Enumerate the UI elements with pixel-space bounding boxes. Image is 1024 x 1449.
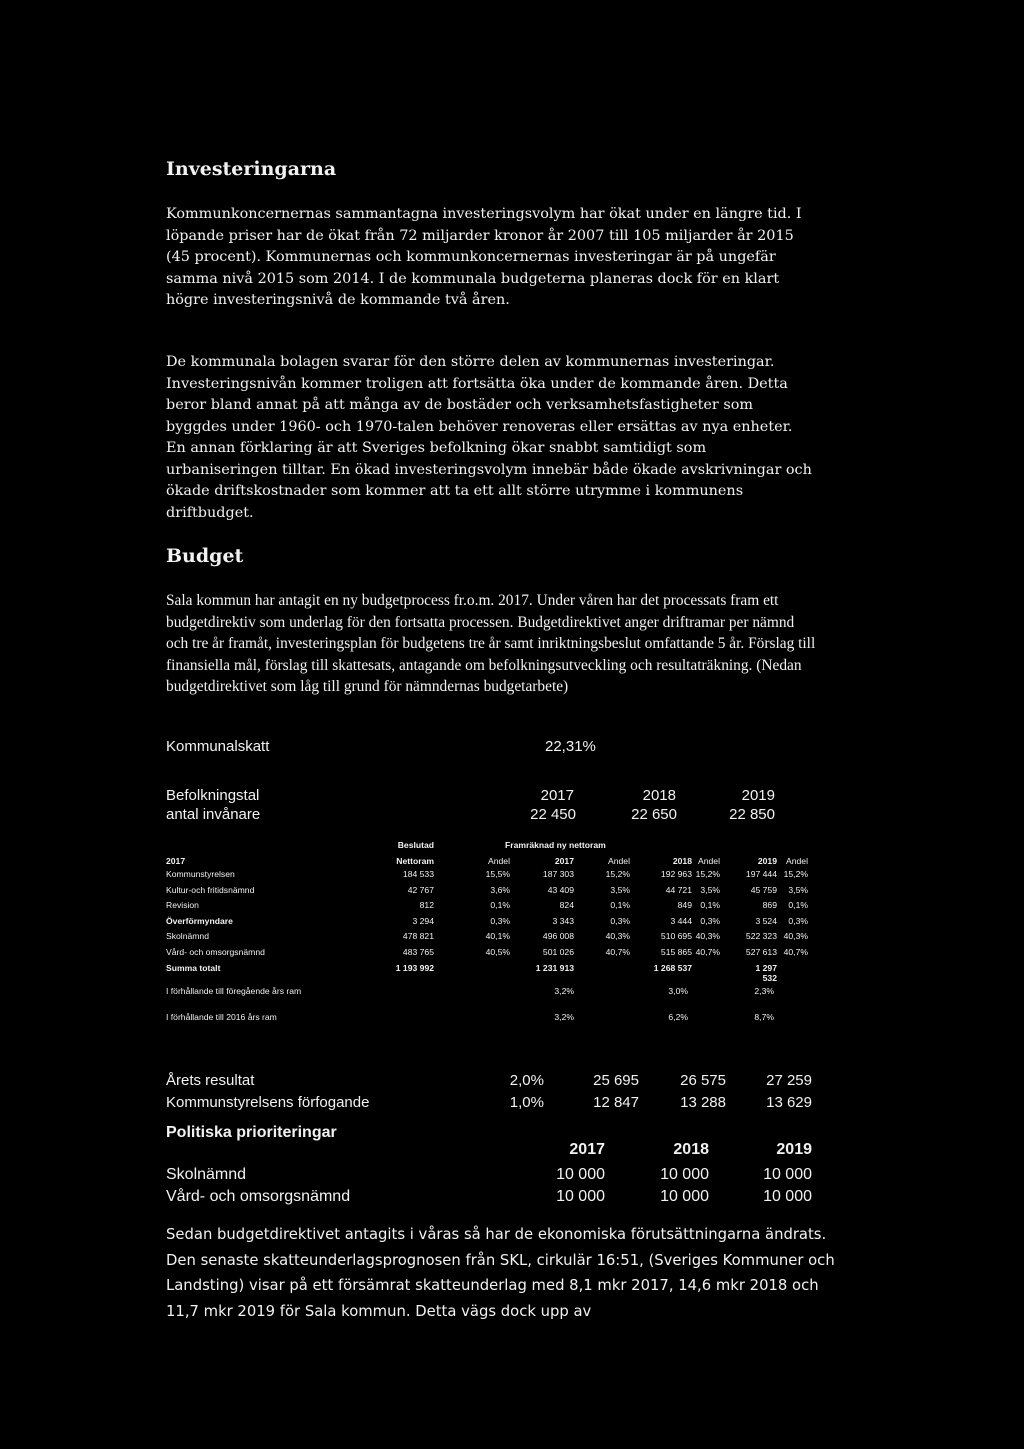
budget-row-label: Överförmyndare: [166, 916, 233, 926]
budget-cell-andel3: 40,7%: [695, 947, 720, 957]
col-andel: Andel: [698, 856, 720, 866]
priority-label: Skolnämnd: [166, 1166, 247, 1183]
budget-cell-nettoram: 812: [419, 900, 434, 910]
budget-cell-v2018: 44 721: [665, 885, 692, 895]
col-andel: Andel: [488, 856, 510, 866]
population-sublabel: antal invånare: [166, 806, 261, 823]
budget-cell-v2017: 3 343: [552, 916, 574, 926]
population-year: 2019: [741, 787, 775, 804]
budget-cell-v2017: 187 303: [542, 869, 574, 879]
budget-cell-andel1: 15,5%: [485, 869, 510, 879]
heading-investments: Investeringarna: [166, 158, 337, 180]
priorities-year: 2017: [569, 1141, 605, 1158]
total-cell-v2019: 1 297 532: [755, 963, 777, 983]
result-2017: 12 847: [593, 1094, 639, 1111]
result-2019: 27 259: [766, 1072, 812, 1089]
col-andel: Andel: [786, 856, 808, 866]
budget-cell-v2018: 3 444: [670, 916, 692, 926]
col-year: 2017: [166, 856, 186, 866]
population-value: 22 850: [729, 806, 775, 823]
paragraph-investments-1: Kommunkoncernernas sammantagna investeringsvolym har ökat under en längre tid. I löpande priser har de ökat från 72 miljarder kronor år 2007 till 105 miljarder år 2015 (45 procent). Kommunernas och kommunkoncernernas investeringar är på ungefär samma nivå 2015 som 2014. I de kommunala budgeterna planeras dock för en klart högre investeringsnivå de kommande två åren.: [166, 206, 802, 308]
rel-2016-2017: 3,2%: [554, 1012, 574, 1022]
priority-2019: 10 000: [763, 1166, 812, 1183]
budget-cell-andel1: 0,3%: [490, 916, 510, 926]
budget-row-label: Vård- och omsorgsnämnd: [166, 947, 265, 957]
budget-cell-v2019: 3 524: [755, 916, 777, 926]
paragraph-investments-2: De kommunala bolagen svarar för den större delen av kommunernas investeringar. Investeringsnivån kommer troligen att fortsätta öka under de kommande åren. Detta beror bland annat på att många av de bostäder och verksamhetsfastigheter som byggdes under 1960- och 1970-talen behöver renoveras eller ersättas av nya enheter. En annan förklaring är att Sveriges befolkning ökar snabbt samtidigt som urbaniseringen tilltar. En ökad investeringsvolym innebär både ökade avskrivningar och ökade driftskostnader som kommer att ta ett allt större utrymme i kommunens driftbudget.: [166, 354, 812, 521]
col-2019: 2019: [757, 856, 777, 866]
result-label: Kommunstyrelsens förfogande: [166, 1094, 370, 1111]
priority-2017: 10 000: [556, 1188, 605, 1205]
total-row-label: Summa totalt: [166, 963, 221, 973]
budget-cell-nettoram: 3 294: [412, 916, 434, 926]
budget-cell-andel4: 40,3%: [783, 931, 808, 941]
total-cell-v2017: 1 231 913: [535, 963, 574, 973]
priority-label: Vård- och omsorgsnämnd: [166, 1188, 351, 1205]
budget-cell-andel2: 40,3%: [605, 931, 630, 941]
total-cell-nettoram: 1 193 992: [395, 963, 434, 973]
budget-row-label: Kommunstyrelsen: [166, 869, 235, 879]
budget-cell-v2017: 43 409: [547, 885, 574, 895]
budget-cell-andel1: 40,5%: [485, 947, 510, 957]
header-framraknad: Framräknad ny nettoram: [505, 840, 606, 850]
budget-cell-andel3: 3,5%: [700, 885, 720, 895]
rel-2016-label: I förhållande till 2016 års ram: [166, 1012, 277, 1022]
budget-cell-v2018: 192 963: [660, 869, 692, 879]
total-cell-v2018: 1 268 537: [653, 963, 692, 973]
budget-cell-andel4: 0,3%: [788, 916, 808, 926]
budget-cell-v2018: 849: [677, 900, 692, 910]
budget-cell-andel2: 0,1%: [610, 900, 630, 910]
col-2018: 2018: [672, 856, 692, 866]
header-beslutad: Beslutad: [397, 840, 434, 850]
result-2018: 13 288: [680, 1094, 726, 1111]
priority-2018: 10 000: [660, 1166, 709, 1183]
col-nettoram: Nettoram: [396, 856, 434, 866]
budget-cell-andel1: 3,6%: [490, 885, 510, 895]
result-2018: 26 575: [680, 1072, 726, 1089]
rel-prev-2018: 3,0%: [668, 986, 688, 996]
result-pct: 1,0%: [509, 1094, 544, 1111]
tax-value: 22,31%: [545, 738, 596, 755]
budget-cell-v2019: 527 613: [745, 947, 777, 957]
paragraph-closing: Sedan budgetdirektivet antagits i våras så har de ekonomiska förutsättningarna ändrats. Den senaste skatteunderlagsprognosen från SKL, cirkulär 16:51, (Sveriges Kommuner och Landsting) visar på ett försämrat skatteunderlag med 8,1 mkr 2017, 14,6 mkr 2018 och 11,7 mkr 2019 för Sala kommun. Detta vägs dock upp av: [166, 1226, 835, 1320]
budget-cell-nettoram: 478 821: [402, 931, 434, 941]
heading-budget: Budget: [166, 545, 244, 567]
budget-cell-andel4: 40,7%: [783, 947, 808, 957]
budget-cell-andel3: 40,3%: [695, 931, 720, 941]
budget-cell-v2019: 869: [762, 900, 777, 910]
priority-2019: 10 000: [763, 1188, 812, 1205]
priority-2017: 10 000: [556, 1166, 605, 1183]
budget-row-label: Skolnämnd: [166, 931, 209, 941]
budget-row-label: Revision: [166, 900, 199, 910]
budget-cell-v2019: 45 759: [750, 885, 777, 895]
col-2017: 2017: [554, 856, 574, 866]
population-value: 22 650: [631, 806, 677, 823]
population-year: 2018: [642, 787, 676, 804]
paragraph-budget: Sala kommun har antagit en ny budgetprocess fr.o.m. 2017. Under våren har det processats fram ett budgetdirektiv som underlag för den fortsatta processen. Budgetdirektivet anger driftramar per nämnd och tre år framåt, investeringsplan för budgetens tre år samt inriktningsbeslut omfattande 5 år. Förslag till finansiella mål, förslag till skattesats, antagande om befolkningsutveckling och resultaträkning. (Nedan budgetdirektivet som låg till grund för nämndernas budgetarbete): [166, 592, 816, 695]
population-label: Befolkningstal: [166, 787, 260, 804]
budget-cell-v2018: 510 695: [660, 931, 692, 941]
priorities-year: 2018: [673, 1141, 709, 1158]
rel-prev-2019: 2,3%: [754, 986, 774, 996]
result-pct: 2,0%: [509, 1072, 544, 1089]
budget-cell-nettoram: 184 533: [402, 869, 434, 879]
population-year: 2017: [540, 787, 574, 804]
result-2019: 13 629: [766, 1094, 812, 1111]
budget-cell-andel4: 0,1%: [788, 900, 808, 910]
budget-row-label: Kultur-och fritidsnämnd: [166, 885, 255, 895]
priority-2018: 10 000: [660, 1188, 709, 1205]
budget-cell-andel3: 15,2%: [695, 869, 720, 879]
budget-cell-andel4: 15,2%: [783, 869, 808, 879]
result-2017: 25 695: [593, 1072, 639, 1089]
budget-cell-v2017: 824: [559, 900, 574, 910]
rel-2016-2019: 8,7%: [754, 1012, 774, 1022]
population-value: 22 450: [530, 806, 576, 823]
budget-cell-andel4: 3,5%: [788, 885, 808, 895]
budget-cell-andel3: 0,3%: [700, 916, 720, 926]
budget-cell-v2017: 496 008: [542, 931, 574, 941]
result-label: Årets resultat: [166, 1072, 255, 1089]
budget-cell-andel2: 3,5%: [610, 885, 630, 895]
rel-prev-2017: 3,2%: [554, 986, 574, 996]
budget-cell-andel3: 0,1%: [700, 900, 720, 910]
rel-2016-2018: 6,2%: [668, 1012, 688, 1022]
budget-cell-v2019: 197 444: [745, 869, 777, 879]
budget-cell-v2017: 501 026: [542, 947, 574, 957]
budget-cell-andel1: 40,1%: [485, 931, 510, 941]
budget-cell-andel2: 40,7%: [605, 947, 630, 957]
budget-cell-v2019: 522 323: [745, 931, 777, 941]
budget-cell-andel2: 0,3%: [610, 916, 630, 926]
budget-cell-nettoram: 483 765: [402, 947, 434, 957]
col-andel: Andel: [608, 856, 630, 866]
budget-cell-andel1: 0,1%: [490, 900, 510, 910]
priorities-year: 2019: [776, 1141, 812, 1158]
budget-cell-andel2: 15,2%: [605, 869, 630, 879]
tax-label: Kommunalskatt: [166, 738, 270, 755]
priorities-heading: Politiska prioriteringar: [166, 1124, 337, 1141]
budget-cell-v2018: 515 865: [660, 947, 692, 957]
rel-prev-label: I förhållande till föregående års ram: [166, 986, 302, 996]
budget-cell-nettoram: 42 767: [407, 885, 434, 895]
